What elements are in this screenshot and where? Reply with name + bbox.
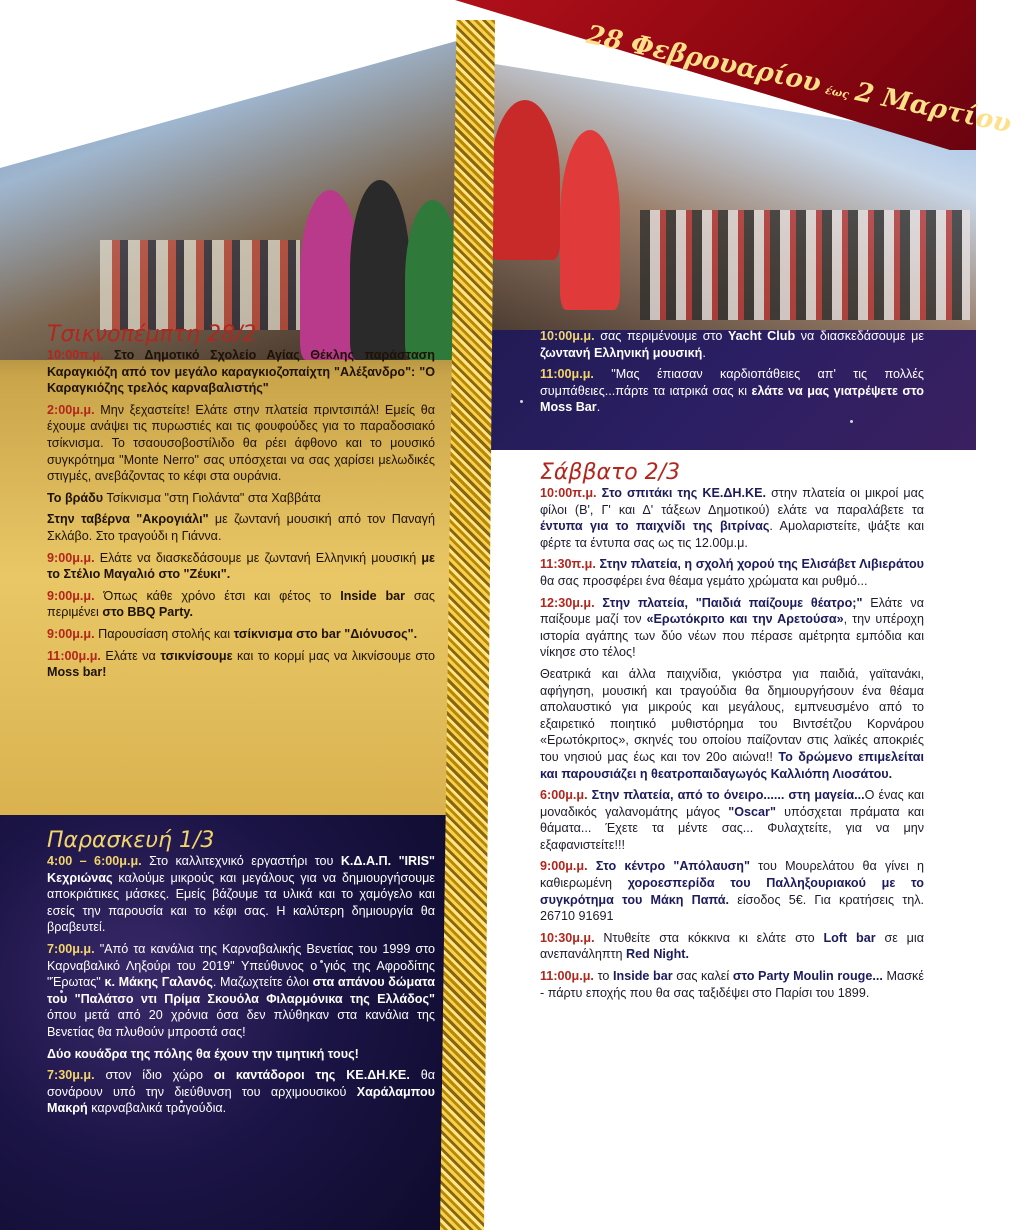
event-item xyxy=(540,485,924,551)
event-time: 9:00μ.μ. xyxy=(540,859,588,874)
event-time: 6:00μ.μ. xyxy=(540,788,588,803)
event-text: Όπως κάθε χρόνο έτσι και φέτος το xyxy=(94,588,341,603)
event-time: 12:30μ.μ. xyxy=(540,595,595,610)
section-title-friday: Παρασκευή 1/3 xyxy=(47,828,215,853)
event-lead: Στην ταβέρνα "Ακρογιάλι" xyxy=(47,512,209,527)
event-highlight: Το δρώμενο επιμελείται και παρουσιάζει η θεατροπαιδαγωγός Καλλιόπη Λιοσάτου. xyxy=(540,749,924,781)
event-text: στον ίδιο χώρο xyxy=(94,1068,214,1083)
event-highlight: ζωντανή Ελληνική μουσική xyxy=(540,345,703,360)
event-text: Τσίκνισμα "στη Γιολάντα" στα Χαββάτα xyxy=(103,490,321,505)
event-text: Μην ξεχαστείτε! Ελάτε στην πλατεία πριντσιπάλ! Εμείς θα έχουμε ανάψει τις πυρωστιές και τις φουφούδες για το παραδοσιακό τσίκνισμα. Το τσαουσοβοστίλιδο θα ρέει άφθονο και το μουσικό συγκρότημα "Monte Nerro" σας υπόσχεται να σας χαρίσει μελωδικές στιγμές, ανεβάζοντας το κέφι στα ουράνια. xyxy=(47,402,435,484)
event-text: να διασκεδάσουμε με xyxy=(795,329,925,343)
event-time: 11:30π.μ. xyxy=(540,557,596,572)
event-text: Ελάτε να παίξουμε μαζί τον xyxy=(540,595,925,627)
event-highlight: Στο σπιτάκι της ΚΕ.ΔΗ.ΚΕ. xyxy=(596,486,767,500)
event-text: υπόσχεται πράματα και θάματα... Έχετε τα μέντε σας... Φυλαχτείτε, για να μην εξαφανιστείτε!!! xyxy=(540,804,924,852)
event-item xyxy=(47,550,435,583)
event-highlight: τσίκνισμα στο bar "Διόνυσος". xyxy=(233,626,418,641)
costumed-figure xyxy=(560,130,620,310)
saturday-section xyxy=(540,460,924,1006)
event-text: το xyxy=(593,969,614,984)
event-highlight: Moss bar! xyxy=(47,665,107,680)
event-text: του Μουρελάτου θα γίνει η καθιερωμένη xyxy=(540,859,925,891)
event-highlight: Χαράλαμπου Μακρή xyxy=(47,1084,435,1116)
event-text: καλούμε μικρούς και μεγάλους για να δημιουργήσουμε αποκριάτικες μάσκες. Εμείς βάζουμε τα υλικά και το χαμόγελο και εσείς την παρουσία και το κέφι σας. Η καλύτερη δημιουργία θα βραβευτεί. xyxy=(47,870,435,935)
event-highlight: στα απάνου δώματα του "Παλάτσο ντι Πρίμα Σκουόλα Φιλαρμόνικα της Ελλάδος" xyxy=(47,975,436,1006)
event-time: 7:00μ.μ. xyxy=(47,941,95,956)
event-item xyxy=(540,366,924,416)
carnival-photo-left xyxy=(0,40,460,360)
event-highlight: Loft bar xyxy=(823,930,876,945)
costumed-figure xyxy=(490,100,560,260)
event-time: 11:00μ.μ. xyxy=(47,648,101,663)
event-text: και το κορμί μας να λικνίσουμε στο xyxy=(232,648,435,663)
event-time: 10:30μ.μ. xyxy=(540,930,595,945)
event-text: όπου μετά από 20 χρόνια όσα δεν πλύθηκαν στα κανάλια της Βενετίας θα πλυθούν μπροστά σας! xyxy=(47,1008,435,1039)
event-highlight: Red Night. xyxy=(626,947,689,962)
event-item xyxy=(47,347,435,397)
event-highlight: Inside bar xyxy=(340,588,406,603)
sparkle xyxy=(520,400,523,403)
event-lead: Το βράδυ xyxy=(47,490,104,505)
event-time: 9:00μ.μ. xyxy=(47,550,95,565)
event-item xyxy=(540,858,924,924)
event-text: . Μαζωχτείτε όλοι xyxy=(212,975,313,990)
event-item xyxy=(540,787,924,853)
event-item xyxy=(47,402,435,485)
section-title-saturday: Σάββατο 2/3 xyxy=(540,460,681,485)
date-end: 2 Μαρτίου xyxy=(852,77,1014,140)
event-highlight: τσικνίσουμε xyxy=(160,648,233,663)
event-highlight: χοροεσπερίδα του Παλληξουριακού με το συγκρότημα του Μάκη Παπά. xyxy=(540,876,924,907)
event-text: Ντυθείτε στα κόκκινα κι ελάτε στο xyxy=(594,930,824,945)
event-item xyxy=(540,968,924,1001)
event-highlight: Δύο κουάδρα της πόλης θα έχουν την τιμητική τους! xyxy=(47,1046,359,1061)
event-text: σε μια ανεπανάληπτη xyxy=(540,930,924,962)
event-text: . Αμολαριστείτε, ψάξτε και φέρτε τα έντυπα σας ως τις 12.00μ.μ. xyxy=(540,519,924,550)
event-item xyxy=(47,941,435,1041)
event-item xyxy=(47,626,435,643)
event-text: Μασκέ - πάρτυ εποχής που θα σας ταξιδέψει στο Παρίσι του 1899. xyxy=(540,969,924,1000)
event-highlight: Στην πλατεία, "Παιδιά παίζουμε θέατρο;" xyxy=(594,595,863,610)
event-time: 9:00μ.μ. xyxy=(47,626,95,641)
event-highlight: στο BBQ Party. xyxy=(102,605,193,620)
event-item xyxy=(540,930,924,963)
event-text: Παρουσίαση στολής και xyxy=(94,626,234,641)
event-item xyxy=(47,588,435,621)
event-text: καρναβαλικά τραγούδια. xyxy=(87,1101,227,1116)
event-text: . xyxy=(702,345,706,360)
event-item xyxy=(540,595,924,661)
event-time: 11:00μ.μ. xyxy=(540,969,594,984)
event-highlight: έντυπα για το παιχνίδι της βιτρίνας xyxy=(540,519,770,534)
event-highlight: οι καντάδοροι της ΚΕ.ΔΗ.ΚΕ. xyxy=(213,1068,410,1083)
event-text: με ζωντανή μουσική από τον Παναγή Σκλάβο. Στο τραγούδι η Γιάννα. xyxy=(47,512,435,543)
event-time: 7:30μ.μ. xyxy=(47,1068,95,1083)
event-highlight: Στο κέντρο "Απόλαυση" xyxy=(587,859,750,874)
event-text: Στο καλλιτεχνικό εργαστήρι του xyxy=(141,854,341,868)
event-highlight: κ. Μάκης Γαλανός xyxy=(104,975,213,990)
event-time: 4:00 – 6:00μ.μ. xyxy=(47,854,142,868)
event-item xyxy=(47,511,435,544)
thursday-section xyxy=(47,322,435,686)
event-time: 10:00π.μ. xyxy=(47,348,104,362)
event-time: 9:00μ.μ. xyxy=(47,588,95,603)
event-text: σας περιμένει xyxy=(47,588,435,620)
event-highlight: Στην πλατεία, από το όνειρο...... στη μαγεία... xyxy=(587,788,865,803)
dancers xyxy=(640,210,970,320)
event-text: Θεατρικά και άλλα παιχνίδια, γκιόστρα για παιδιά, γαϊτανάκι, αφήγηση, μουσική και τραγούδια θα δημιουργήσουν ένα θέαμα απολαυστικό για μικρούς και μεγάλους, εμπνευσμένο από το εξαιρετικό ποιητικό μυθιστόρημα του Βιντσέτζου Κορνάρου «Ερωτόκριτος», σκηνές του οποίου παίζονταν στις λαϊκές αποκριές του νησιού μας έως και τον 20ο αιώνα!! xyxy=(540,666,924,764)
event-item xyxy=(540,556,924,589)
date-connector: έως xyxy=(824,83,851,102)
event-item xyxy=(47,490,435,507)
event-highlight: στο Party Moulin rouge... xyxy=(732,969,883,984)
event-item xyxy=(47,853,435,936)
event-text: θα σας προσφέρει ένα θέαμα γεμάτο χρώματα και ρυθμό... xyxy=(540,573,868,588)
date-start: 28 Φεβρουαρίου xyxy=(583,20,824,100)
event-text: σας καλεί xyxy=(672,969,733,984)
event-item xyxy=(47,648,435,681)
event-item xyxy=(540,328,924,361)
friday-evening-section xyxy=(540,328,924,421)
event-highlight: ελάτε να μας γιατρέψετε στο Moss Bar xyxy=(540,383,924,415)
event-highlight: Κ.Δ.Α.Π. "IRIS" Κεχριώνας xyxy=(47,854,436,885)
event-text: σας περιμένουμε στο xyxy=(594,329,728,343)
event-time: 10:00μ.μ. xyxy=(540,329,595,343)
event-time: 10:00π.μ. xyxy=(540,486,597,500)
event-time: 2:00μ.μ. xyxy=(47,402,95,417)
event-text: Ο ένας και μοναδικός γαλανομάτης μάγος xyxy=(540,788,924,819)
event-text: Ελάτε να διασκεδάσουμε με ζωντανή Ελληνική μουσική xyxy=(94,550,422,565)
event-time: 11:00μ.μ. xyxy=(540,367,594,382)
event-text: Στο Δημοτικό Σχολείο Αγίας Θέκλης παράσταση Καραγκιόζη από τον μεγάλο καραγκιοζοπαίχτη "Αλέξανδρο": "Ο Καραγκιόζης τρελός καρναβαλιστής" xyxy=(47,348,435,396)
event-text: θα σονάρουν υπό την διεύθυνση του αρχιμουσικού xyxy=(47,1068,435,1099)
event-highlight: Inside bar xyxy=(613,969,673,984)
event-text: "Από τα κανάλια της Καρναβαλικής Βενετίας του 1999 στο Καρναβαλικό Ληξούρι του 2019" Υπεύθυνος ο γιός της Αφροδίτης "Έρωτας" xyxy=(47,941,435,990)
event-text: , την υπέροχη ιστορία αγάπης των δύο νέων που πέρασε αμέτρητα εμπόδια και νίκησε στο τέλος! xyxy=(540,612,924,660)
event-text: . xyxy=(596,400,601,415)
friday-section xyxy=(47,828,435,1122)
crowd xyxy=(100,240,300,330)
event-highlight: με το Στέλιο Μαγαλιό στο "Ζέυκι". xyxy=(47,550,435,582)
event-text: είσοδος 5€. Για κρατήσεις τηλ. 26710 91691 xyxy=(540,892,924,924)
event-item xyxy=(47,1067,435,1117)
event-item xyxy=(47,1046,435,1063)
section-title-thursday: Τσικνοπέμπτη 28/2 xyxy=(47,322,257,347)
event-highlight: «Ερωτόκριτο και την Αρετούσα» xyxy=(646,612,844,627)
event-highlight: Yacht Club xyxy=(727,329,796,343)
event-text: στην πλατεία οι μικροί μας φίλοι (Β', Γ' και Δ' τάξεων Δημοτικού) ελάτε να παραλάβετε τα xyxy=(540,486,924,517)
event-text: Ελάτε να xyxy=(100,648,161,663)
event-highlight: "Oscar" xyxy=(728,804,776,819)
event-item xyxy=(540,666,924,782)
event-text: "Μας έπιασαν καρδιοπάθειες απ' τις πολλές συμπάθειες...πάρτε τα ιατρικά σας κι xyxy=(540,367,924,398)
event-highlight: Στην πλατεία, η σχολή χορού της Ελισάβετ Λιβιεράτου xyxy=(595,557,924,572)
